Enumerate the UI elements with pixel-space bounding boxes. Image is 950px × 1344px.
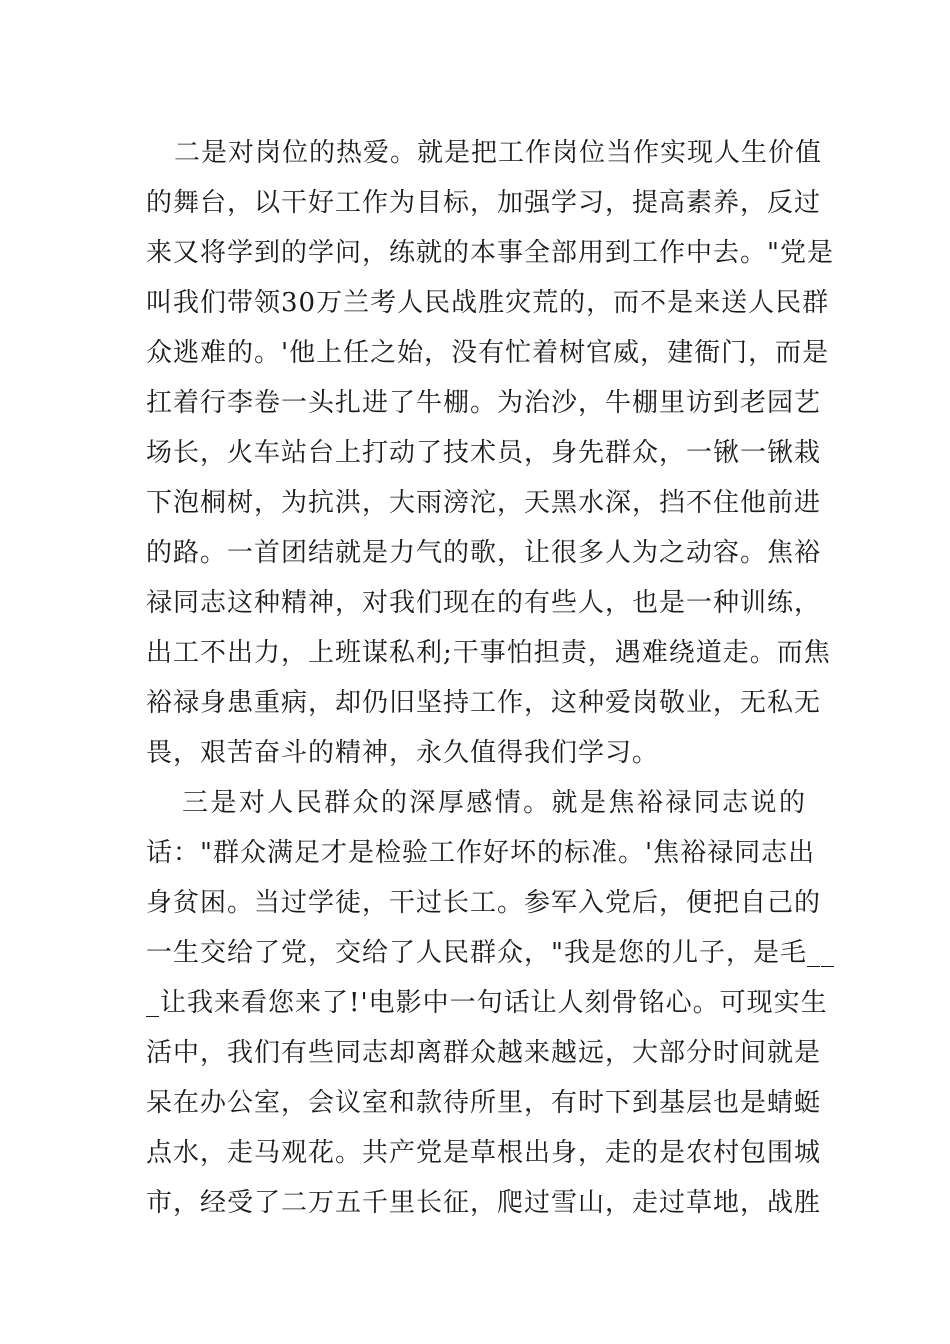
paragraph-line: 三是对人民群众的深厚感情。就是焦裕禄同志说的 <box>182 788 806 818</box>
paragraph-line: 下泡桐树，为抗洪，大雨滂沱，天黑水深，挡不住他前进 <box>146 488 822 518</box>
paragraph-line: 禄同志这种精神，对我们现在的有些人，也是一种训练， <box>146 588 822 618</box>
paragraph-line: _让我来看您来了!'电影中一句话让人刻骨铭心。可现实生 <box>146 988 828 1018</box>
paragraph-line: 裕禄身患重病，却仍旧坚持工作，这种爱岗敬业，无私无 <box>146 688 822 718</box>
document-body <box>146 128 835 1228</box>
paragraph-line: 二是对岗位的热爱。就是把工作岗位当作实现人生价值 <box>174 138 823 168</box>
paragraph-line: 众逃难的。'他上任之始，没有忙着树官威，建衙门，而是 <box>146 338 830 368</box>
paragraph-line: 场长，火车站台上打动了技术员，身先群众，一锹一锹栽 <box>146 438 822 468</box>
paragraph-line: 的舞台，以干好工作为目标，加强学习，提高素养，反过 <box>146 188 822 218</box>
paragraph-line: 一生交给了党，交给了人民群众，"我是您的儿子，是毛__ <box>146 938 835 968</box>
paragraph-line: 出工不出力，上班谋私利;干事怕担责，遇难绕道走。而焦 <box>146 638 831 668</box>
paragraph-line: 活中，我们有些同志却离群众越来越远，大部分时间就是 <box>146 1038 822 1068</box>
paragraph-line: 的路。一首团结就是力气的歌，让很多人为之动容。焦裕 <box>146 538 822 568</box>
paragraph-line: 身贫困。当过学徒，干过长工。参军入党后，便把自己的 <box>146 888 822 918</box>
paragraph-line: 畏，艰苦奋斗的精神，永久值得我们学习。 <box>146 738 660 768</box>
paragraph-line: 点水，走马观花。共产党是草根出身，走的是农村包围城 <box>146 1138 822 1168</box>
paragraph-line: 来又将学到的学问，练就的本事全部用到工作中去。"党是 <box>146 238 834 268</box>
paragraph-line: 叫我们带领30万兰考人民战胜灾荒的，而不是来送人民群 <box>146 288 830 318</box>
paragraph-line: 话："群众满足才是检验工作好坏的标准。'焦裕禄同志出 <box>146 838 816 868</box>
paragraph-line: 市，经受了二万五千里长征，爬过雪山，走过草地，战胜 <box>146 1188 822 1218</box>
paragraph-line: 呆在办公室，会议室和款待所里，有时下到基层也是蜻蜓 <box>146 1088 822 1118</box>
paragraph-job-love <box>146 128 834 778</box>
paragraph-love-for-people <box>146 778 835 1228</box>
paragraph-line: 扛着行李卷一头扎进了牛棚。为治沙，牛棚里访到老园艺 <box>146 388 822 418</box>
